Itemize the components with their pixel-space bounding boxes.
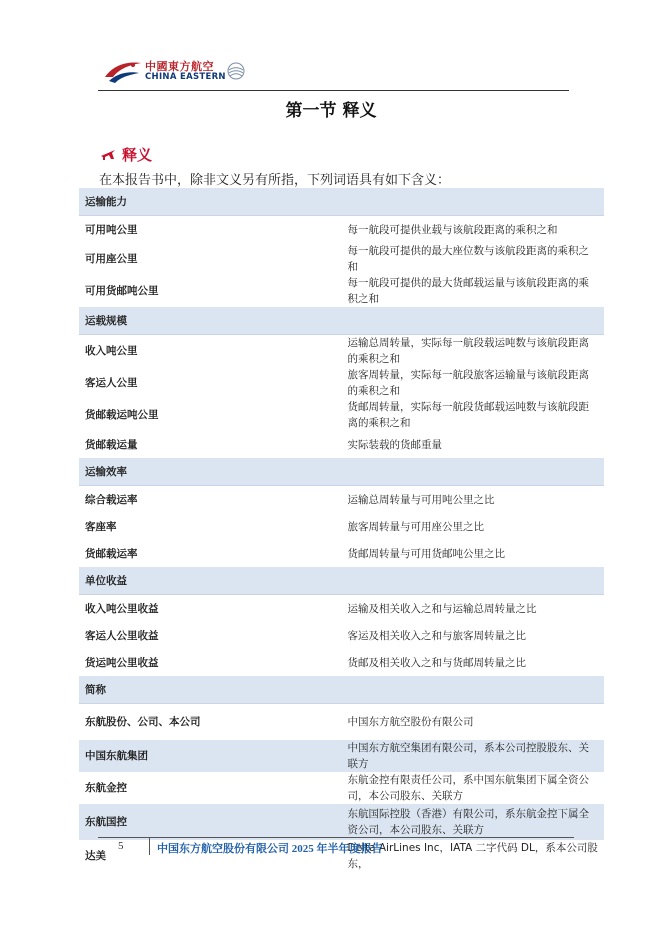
- term-cell: 可用座公里: [85, 253, 138, 265]
- definition-cell: 货邮周转量，实际每一航段货邮载运吨数与该航段距离的乘积之和: [347, 401, 589, 429]
- term-cell: 东航国控: [79, 804, 342, 840]
- skyteam-icon: [225, 58, 247, 82]
- term-cell: 客运人公里收益: [85, 629, 159, 642]
- definition-cell: 东航国际控股（香港）有限公司，系东航金控下属全资公司，本公司股东、关联方: [342, 804, 605, 840]
- definition-cell: 运输总周转量，实际每一航段载运吨数与该航段距离的乘积之和: [347, 337, 589, 365]
- term-cell: 货邮载运吨公里: [85, 409, 159, 421]
- term-cell: 中国东航集团: [79, 740, 342, 772]
- group-label: 运载规模: [79, 307, 604, 335]
- term-cell: 达美: [85, 850, 106, 862]
- definition-cell: 东航金控有限责任公司，系中国东航集团下属全资公司，本公司股东、关联方: [347, 774, 589, 802]
- table-row: [79, 772, 604, 804]
- definition-cell: 旅客周转量与可用座公里之比: [347, 520, 484, 533]
- group-header-row: [79, 567, 604, 595]
- table-row: [79, 367, 604, 399]
- definition-cell: 货邮及相关收入之和与货邮周转量之比: [347, 656, 526, 669]
- swallow-logo-icon: [103, 55, 143, 87]
- definition-cell: 中国东方航空集团有限公司，系本公司控股股东、关联方: [342, 740, 605, 772]
- term-cell: 东航股份、公司、本公司: [85, 716, 201, 728]
- group-label: 简称: [79, 676, 604, 704]
- table-row: [79, 243, 604, 275]
- table-row: [79, 622, 604, 649]
- definition-cell: 客运及相关收入之和与旅客周转量之比: [347, 629, 526, 642]
- table-row: [79, 649, 604, 676]
- definition-cell: 货邮周转量与可用货邮吨公里之比: [347, 547, 505, 560]
- section-title: 第一节 释义: [285, 101, 377, 121]
- definition-cell: 运输总周转量与可用吨公里之比: [347, 493, 495, 506]
- table-row: [79, 540, 604, 567]
- table-row: [79, 486, 604, 514]
- table-row: [79, 399, 604, 431]
- definition-cell: Delta AirLines Inc，IATA 二字代码 DL，系本公司股东，: [347, 842, 598, 870]
- logo-english-text: CHINA EASTERN: [145, 72, 226, 82]
- table-row: [79, 275, 604, 307]
- header-divider: [98, 90, 569, 91]
- definition-cell: 旅客周转量，实际每一航段旅客运输量与该航段距离的乘积之和: [347, 369, 589, 397]
- footer-separator: [149, 838, 150, 855]
- group-header-row: [79, 188, 604, 216]
- table-row: [79, 513, 604, 540]
- table-row: [79, 335, 604, 368]
- term-cell: 东航金控: [85, 782, 127, 794]
- logo-chinese-text: 中國東方航空: [145, 60, 214, 73]
- definition-cell: 每一航段可提供的最大货邮载运量与该航段距离的乘积之和: [347, 277, 589, 305]
- term-cell: 货邮载运率: [85, 547, 138, 560]
- group-label: 运输能力: [79, 188, 604, 216]
- definition-cell: 实际装载的货邮重量: [347, 438, 442, 451]
- term-cell: 货运吨公里收益: [85, 656, 159, 669]
- definition-cell: 每一航段可提供的最大座位数与该航段距离的乘积之和: [347, 245, 589, 273]
- table-row: [79, 431, 604, 458]
- term-cell: 综合载运率: [85, 493, 138, 506]
- group-header-row: [79, 307, 604, 335]
- table-row: [79, 804, 604, 840]
- group-header-row: [79, 676, 604, 704]
- term-cell: 可用货邮吨公里: [85, 285, 159, 297]
- table-row: [79, 704, 604, 741]
- subheading: [100, 144, 152, 165]
- page-number: 5: [118, 840, 124, 852]
- definition-cell: 中国东方航空股份有限公司: [347, 716, 474, 728]
- term-cell: 可用吨公里: [85, 223, 138, 236]
- footer-report-title: 中国东方航空股份有限公司 2025 年半年度报告: [157, 843, 383, 855]
- definition-cell: 每一航段可提供业载与该航段距离的乘积之和: [347, 223, 558, 236]
- term-cell: 收入吨公里收益: [85, 602, 159, 615]
- term-cell: 客运人公里: [85, 377, 138, 389]
- definition-cell: 运输及相关收入之和与运输总周转量之比: [347, 602, 537, 615]
- intro-text: 在本报告书中，除非文义另有所指，下列词语具有如下含义：: [99, 173, 451, 188]
- term-cell: 收入吨公里: [85, 345, 138, 357]
- term-cell: 客座率: [85, 520, 117, 533]
- subheading-text: 释义: [122, 146, 153, 164]
- table-row: [79, 216, 604, 244]
- table-row: [79, 595, 604, 623]
- group-label: 运输效率: [79, 458, 604, 486]
- glossary-table: [79, 188, 604, 872]
- term-cell: 货邮载运量: [85, 438, 138, 451]
- airplane-icon: [100, 147, 116, 161]
- group-label: 单位收益: [79, 567, 604, 595]
- table-row: [79, 740, 604, 772]
- footer-divider: [98, 837, 574, 838]
- group-header-row: [79, 458, 604, 486]
